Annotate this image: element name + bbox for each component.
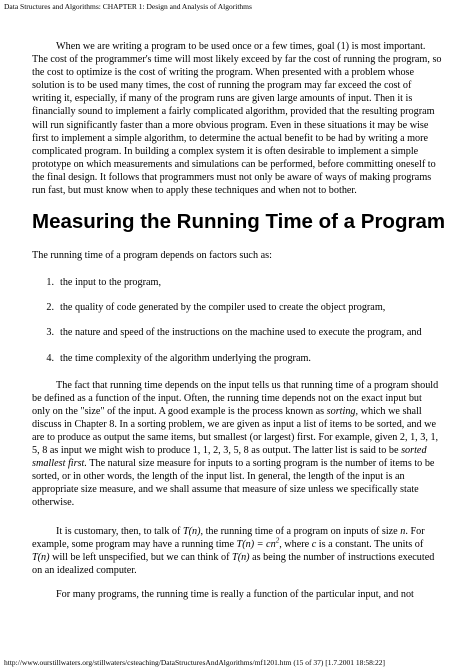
text-run: , where — [279, 538, 312, 550]
list-item — [32, 276, 442, 289]
text-run: It is customary, then, to talk of — [56, 525, 183, 537]
text-run: which we shall discuss in Chapter 8. In a sorting problem, we are given as input a list of items to be sorted, and we are to produce as output the same items, but smallest (or largest) first. For example, given 2, 1, 3, 1, 5, 8 as input we might wish to produce 1, 1, 2, 3, 5, 8 as output. The latter list is said to be — [32, 405, 439, 457]
list-item-number: 3. — [46, 327, 54, 339]
factors-list — [32, 276, 442, 364]
input-size-paragraph — [32, 379, 442, 510]
running-time-paragraph — [32, 525, 442, 577]
math-formula-exponent: 2 — [275, 536, 280, 545]
text-run: The fact that running time depends on the input tells us that running time of a program should be defined as a function of the input. Often, the running time depends not on the exact input but only on the "size" of the input. A good example is the process known as — [32, 379, 439, 417]
list-item-number: 4. — [46, 352, 54, 364]
list-item — [32, 326, 442, 339]
emphasis-sorting: sorting, — [326, 405, 359, 417]
text-run: is a constant. The units of — [316, 538, 424, 550]
text-run: , the running time of a program on inputs of size — [200, 525, 401, 537]
page-footer-url: http://www.ourstillwaters.org/stillwaters/csteaching/DataStructuresAndAlgorithms/mf1201.htm (15 of 37) [1.7.2001 18:58:22] — [4, 658, 385, 667]
math-t-of-n: T(n) — [182, 525, 201, 537]
math-formula — [236, 536, 280, 550]
list-item-text: the nature and speed of the instructions on the machine used to execute the program, and — [60, 327, 422, 339]
list-item — [32, 352, 442, 365]
text-run: . For example, some program may have a running time — [32, 525, 425, 550]
math-t-of-n: T(n) — [232, 551, 250, 563]
math-formula-base: T(n) = cn — [236, 538, 276, 550]
page-header: Data Structures and Algorithms: CHAPTER 1: Design and Analysis of Algorithms — [4, 2, 252, 11]
final-paragraph: For many programs, the running time is really a function of the particular input, and not — [56, 588, 414, 600]
math-t-of-n: T(n) — [32, 551, 50, 563]
math-c: c — [311, 538, 317, 550]
text-run: as being the number of instructions executed on an idealized computer. — [32, 551, 435, 576]
list-item-number: 2. — [46, 302, 54, 314]
list-item-text: the quality of code generated by the compiler used to create the object program, — [60, 302, 386, 314]
math-n: n — [400, 525, 406, 537]
document-body — [32, 40, 446, 601]
list-item-text: the input to the program, — [60, 277, 162, 289]
factors-lead-paragraph: The running time of a program depends on factors such as: — [32, 250, 272, 262]
emphasis-sorted-smallest-first: sorted smallest first. — [32, 445, 427, 470]
list-item — [32, 301, 442, 314]
text-run: will be left unspecified, but we can think of — [49, 551, 233, 563]
section-heading: Measuring the Running Time of a Program — [32, 210, 446, 234]
intro-paragraph: When we are writing a program to be used once or a few times, goal (1) is most important. The cost of the programmer's time will most likely exceed by far the cost of running the program, so the cost to optimize is the cost of writing the program. When presented with a problem whose solution is to be used many times, the cost of running the program may far exceed the cost of writing it, especially, if many of the program runs are given large amounts of input. Then it is financially sound to implement a fairly complicated algorithm, provided that the resulting program will run significantly faster than a more obvious program. Even in these situations it may be wise first to implement a simple algorithm, to determine the actual benefit to be had by writing a more complicated program. In building a complex system it is often desirable to implement a simple prototype on which measurements and simulations can be performed, before committing oneself to the final design. It follows that programmers must not only be aware of ways of making programs run fast, but must know when to apply these techniques and when not to bother. — [32, 41, 442, 197]
text-run: The natural size measure for inputs to a sorting program is the number of items to be sorted, or in other words, the length of the input list. In general, the length of the input is an appropriate size measure, and we shall assume that measure of size unless we specifically state otherwise. — [32, 458, 435, 509]
list-item-text: the time complexity of the algorithm underlying the program. — [60, 352, 311, 364]
list-item-number: 1. — [46, 277, 54, 289]
